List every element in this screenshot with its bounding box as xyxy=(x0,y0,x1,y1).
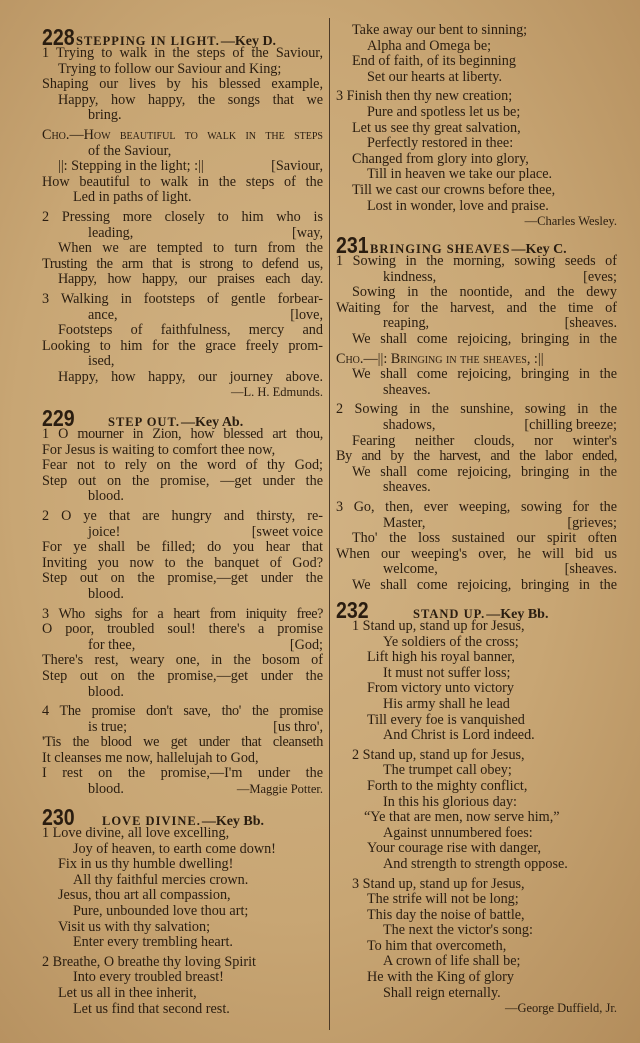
hymn-number: 230 xyxy=(42,804,75,830)
chorus-line: How beautiful to walk in the steps of the xyxy=(42,173,323,190)
verse-line: Set our hearts at liberty. xyxy=(367,68,503,85)
verse-line: And strength to strength oppose. xyxy=(383,855,568,872)
verse-line: Fear not to rely on the word of thy God; xyxy=(42,457,323,474)
line-overflow: [God; xyxy=(289,636,323,653)
verse-line xyxy=(42,782,323,798)
line-overflow: [way, xyxy=(292,224,323,241)
verse-line: This day the noise of battle, xyxy=(367,906,525,923)
hymn-230-continued xyxy=(336,23,617,230)
hymn-228 xyxy=(42,24,323,401)
verse-line: There's rest, weary one, in the bosom of xyxy=(42,652,323,669)
verse-line: We shall come rejoicing, bringing in the xyxy=(352,576,617,593)
line-text: joice! xyxy=(88,523,121,540)
verse-line: 2 Stand up, stand up for Jesus, xyxy=(352,746,525,763)
verse-line: Lift high his royal banner, xyxy=(367,649,515,666)
verse-line: 2 O ye that are hungry and thirsty, re- xyxy=(42,507,323,524)
hymn-231 xyxy=(336,232,617,593)
line-text: is true; xyxy=(88,718,128,735)
verse-line: Step out on the promise,—get under the xyxy=(42,570,323,587)
verse-line: Shall reign eternally. xyxy=(383,984,501,1001)
hymn-title: LOVE DIVINE. xyxy=(102,814,201,828)
verse-line: To him that overcometh, xyxy=(367,937,507,954)
hymn-heading xyxy=(336,232,617,258)
hymn-author: —Charles Wesley. xyxy=(524,214,617,229)
verse-line: Alpha and Omega be; xyxy=(367,37,492,54)
verse-line: 4 The promise don't save, tho' the promise xyxy=(42,703,323,720)
verse-line: Take away our bent to sinning; xyxy=(352,22,528,38)
verse-line: All thy faithful mercies crown. xyxy=(73,871,249,888)
verse-line xyxy=(42,226,323,242)
verse-line: blood. xyxy=(88,585,124,602)
verse-line: Looking to him for the grace freely prom- xyxy=(42,337,323,354)
verse-line: 3 Finish then thy new creation; xyxy=(336,88,513,105)
hymn-heading xyxy=(336,597,617,623)
line-text: kindness, xyxy=(383,268,437,285)
verse-line: 1 Sowing in the morning, sowing seeds of xyxy=(336,253,617,269)
verse-line: 2 Breathe, O breathe thy loving Spirit xyxy=(42,953,256,970)
verse-line xyxy=(42,638,323,654)
verse-line: Perfectly restored in thee: xyxy=(367,135,514,152)
verse-line: Forth to the mighty conflict, xyxy=(367,777,528,794)
hymn-heading xyxy=(42,804,323,830)
verse-line: He with the King of glory xyxy=(367,969,514,986)
line-overflow: [grieves; xyxy=(567,514,617,531)
verse-line xyxy=(336,516,617,532)
verse-line xyxy=(336,316,617,332)
verse-line: Changed from glory into glory, xyxy=(352,150,529,167)
verse-line: For ye shall be filled; do you hear that xyxy=(42,539,323,556)
verse-line: 1 Stand up, stand up for Jesus, xyxy=(352,618,525,634)
verse-line xyxy=(42,525,323,541)
chorus-line: of the Saviour, xyxy=(88,142,172,159)
verse-line: Footsteps of faithfulness, mercy and xyxy=(58,322,323,339)
verse-line: 1 O mourner in Zion, how blessed art thou, xyxy=(42,426,323,442)
line-overflow: [Saviour, xyxy=(271,158,323,175)
verse-line: 1 Love divine, all love excelling, xyxy=(42,825,230,841)
verse-line: Pure and spotless let us be; xyxy=(367,103,521,120)
verse-line: Inviting you now to the banquet of God? xyxy=(42,554,323,571)
verse-line xyxy=(336,418,617,434)
verse-line: 3 Who sighs for a heart from iniquity free? xyxy=(42,605,323,622)
verse-line: 3 Stand up, stand up for Jesus, xyxy=(352,875,525,892)
hymn-229 xyxy=(42,405,323,798)
verse-line xyxy=(336,270,617,286)
verse-line: End of faith, of its beginning xyxy=(352,53,516,70)
verse-line: 3 Walking in footsteps of gentle forbear- xyxy=(42,290,323,307)
column-divider xyxy=(329,18,330,1030)
line-overflow: [sweet voice xyxy=(251,523,323,540)
line-overflow: [love, xyxy=(290,306,323,323)
verse-line: Jesus, thou art all compassion, xyxy=(58,887,231,904)
verse-line: Let us all in thee inherit, xyxy=(58,984,197,1001)
chorus-line: Cho.—How beautiful to walk in the steps xyxy=(42,126,323,143)
verse-line: From victory unto victory xyxy=(367,680,514,697)
hymn-author: —Maggie Potter. xyxy=(236,782,323,797)
line-text: welcome, xyxy=(383,561,438,578)
verse-line: O poor, troubled soul! there's a promise xyxy=(42,621,323,638)
line-overflow: [sheaves. xyxy=(564,315,617,332)
line-text: shadows, xyxy=(383,416,436,433)
line-text: ance, xyxy=(88,306,118,323)
line-overflow: [sheaves. xyxy=(564,561,617,578)
verse-line: Let us find that second rest. xyxy=(73,1000,230,1017)
hymn-author: —George Duffield, Jr. xyxy=(504,1001,617,1016)
verse-line: Fix in us thy humble dwelling! xyxy=(58,856,234,873)
hymn-number: 232 xyxy=(336,597,369,623)
verse-line: Fearing neither clouds, nor winter's xyxy=(352,432,617,449)
verse-line: bring. xyxy=(88,107,122,124)
verse-line: Till every foe is vanquished xyxy=(367,711,525,728)
hymn-number: 231 xyxy=(336,232,369,258)
hymn-title: STAND UP. xyxy=(413,607,486,621)
verse-line: When we are tempted to turn from the xyxy=(58,240,323,257)
verse-line: Step out on the promise, —get under the xyxy=(42,472,323,489)
verse-line: “Ye that are men, now serve him,” xyxy=(364,809,560,826)
verse-line: Against unnumbered foes: xyxy=(383,824,533,841)
hymn-heading xyxy=(42,405,323,431)
verse-line: Shaping our lives by his blessed example, xyxy=(42,76,323,93)
verse-line: For Jesus is waiting to comfort thee now, xyxy=(42,441,276,458)
chorus-line: sheaves. xyxy=(383,381,431,398)
verse-line xyxy=(42,308,323,324)
verse-line: The strife will not be long; xyxy=(367,891,519,908)
verse-line: It must not suffer loss; xyxy=(383,664,511,681)
verse-line: blood. xyxy=(88,488,124,505)
verse-line: Happy, how happy, the songs that we xyxy=(58,91,323,108)
verse-line: Joy of heaven, to earth come down! xyxy=(73,840,276,857)
verse-line: Happy, how happy, our journey above. xyxy=(58,368,323,385)
hymn-232 xyxy=(336,597,617,1017)
verse-line: I rest on the promise,—I'm under the xyxy=(42,765,323,782)
verse-line: By and by the harvest, and the labor ended, xyxy=(336,448,617,465)
verse-line: Enter every trembling heart. xyxy=(73,934,233,951)
verse-line: Till in heaven we take our place. xyxy=(367,166,553,183)
verse-line: Happy, how happy, our praises each day. xyxy=(58,271,323,288)
line-overflow: [chilling breeze; xyxy=(524,416,617,433)
chorus-line: Led in paths of light. xyxy=(73,189,192,206)
verse-line: ised, xyxy=(88,353,115,370)
verse-line: And Christ is Lord indeed. xyxy=(383,727,535,744)
verse-line: In this his glorious day: xyxy=(383,793,517,810)
hymn-number: 229 xyxy=(42,405,75,431)
hymn-key: —Key D. xyxy=(220,34,277,49)
hymn-key: —Key C. xyxy=(511,242,567,257)
verse-line: Sowing in the noontide, and the dewy xyxy=(352,284,617,301)
verse-line: sheaves. xyxy=(383,479,431,496)
verse-line: Let us see thy great salvation, xyxy=(352,119,521,136)
verse-line xyxy=(42,720,323,736)
hymn-230 xyxy=(42,804,323,1017)
hymn-key: —Key Bb. xyxy=(486,607,549,622)
verse-line: Waiting for the harvest, and the time of xyxy=(336,299,617,316)
hymn-number: 228 xyxy=(42,24,75,50)
verse-line: Lost in wonder, love and praise. xyxy=(367,197,549,214)
verse-line: 3 Go, then, ever weeping, sowing for the xyxy=(336,498,617,515)
verse-line: A crown of life shall be; xyxy=(383,953,521,970)
hymn-author: —L. H. Edmunds. xyxy=(230,385,323,400)
verse-line: 2 Pressing more closely to him who is xyxy=(42,208,323,225)
verse-line: Into every troubled breast! xyxy=(73,969,224,986)
verse-line xyxy=(336,562,617,578)
verse-line: 1 Trying to walk in the steps of the Saviour, xyxy=(42,45,323,61)
verse-line: Ye soldiers of the cross; xyxy=(383,633,519,650)
hymn-title: BRINGING SHEAVES xyxy=(370,242,511,256)
verse-line: Your courage rise with danger, xyxy=(367,840,542,857)
line-text: for thee, xyxy=(88,636,136,653)
verse-line: The trumpet call obey; xyxy=(383,762,512,779)
verse-line: When our weeping's over, he will bid us xyxy=(336,545,617,562)
chorus-line: We shall come rejoicing, bringing in the xyxy=(352,366,617,383)
hymn-title: STEPPING IN LIGHT. xyxy=(76,34,220,48)
verse-line: Till we cast our crowns before thee, xyxy=(352,181,556,198)
hymn-key: —Key Ab. xyxy=(180,415,244,430)
verse-line: Trusting the arm that is strong to defend us, xyxy=(42,255,323,272)
line-text: Master, xyxy=(383,514,426,531)
verse-line: His army shall he lead xyxy=(383,695,510,712)
hymn-heading xyxy=(42,24,323,50)
verse-line: The next the victor's song: xyxy=(383,922,533,939)
hymn-title: STEP OUT. xyxy=(108,415,180,429)
hymn-key: —Key Bb. xyxy=(201,814,265,829)
line-text: leading, xyxy=(88,224,134,241)
line-overflow: [eves; xyxy=(583,268,617,285)
line-overflow: [us thro', xyxy=(273,718,323,735)
verse-line: We shall come rejoicing, bringing in the xyxy=(352,330,617,347)
line-text: reaping, xyxy=(383,315,430,332)
chorus-line xyxy=(42,159,323,175)
verse-line: Trying to follow our Saviour and King; xyxy=(58,60,282,77)
verse-line: 'Tis the blood we get under that cleanseth xyxy=(42,734,323,751)
line-text: ||: Stepping in the light; :|| xyxy=(58,158,204,175)
verse-line: We shall come rejoicing, bringing in the xyxy=(352,463,617,480)
verse-line: blood. xyxy=(88,683,124,700)
verse-line: 2 Sowing in the sunshine, sowing in the xyxy=(336,401,617,418)
verse-line: Pure, unbounded love thou art; xyxy=(73,902,249,919)
chorus-line: Cho.—||: Bringing in the sheaves, :|| xyxy=(336,350,544,367)
verse-line: Tho' the loss sustained our spirit often xyxy=(352,530,617,547)
line-text: blood. xyxy=(88,781,124,798)
verse-line: Step out on the promise,—get under the xyxy=(42,667,323,684)
verse-line: Visit us with thy salvation; xyxy=(58,918,211,935)
verse-line: It cleanses me now, hallelujah to God, xyxy=(42,749,259,766)
